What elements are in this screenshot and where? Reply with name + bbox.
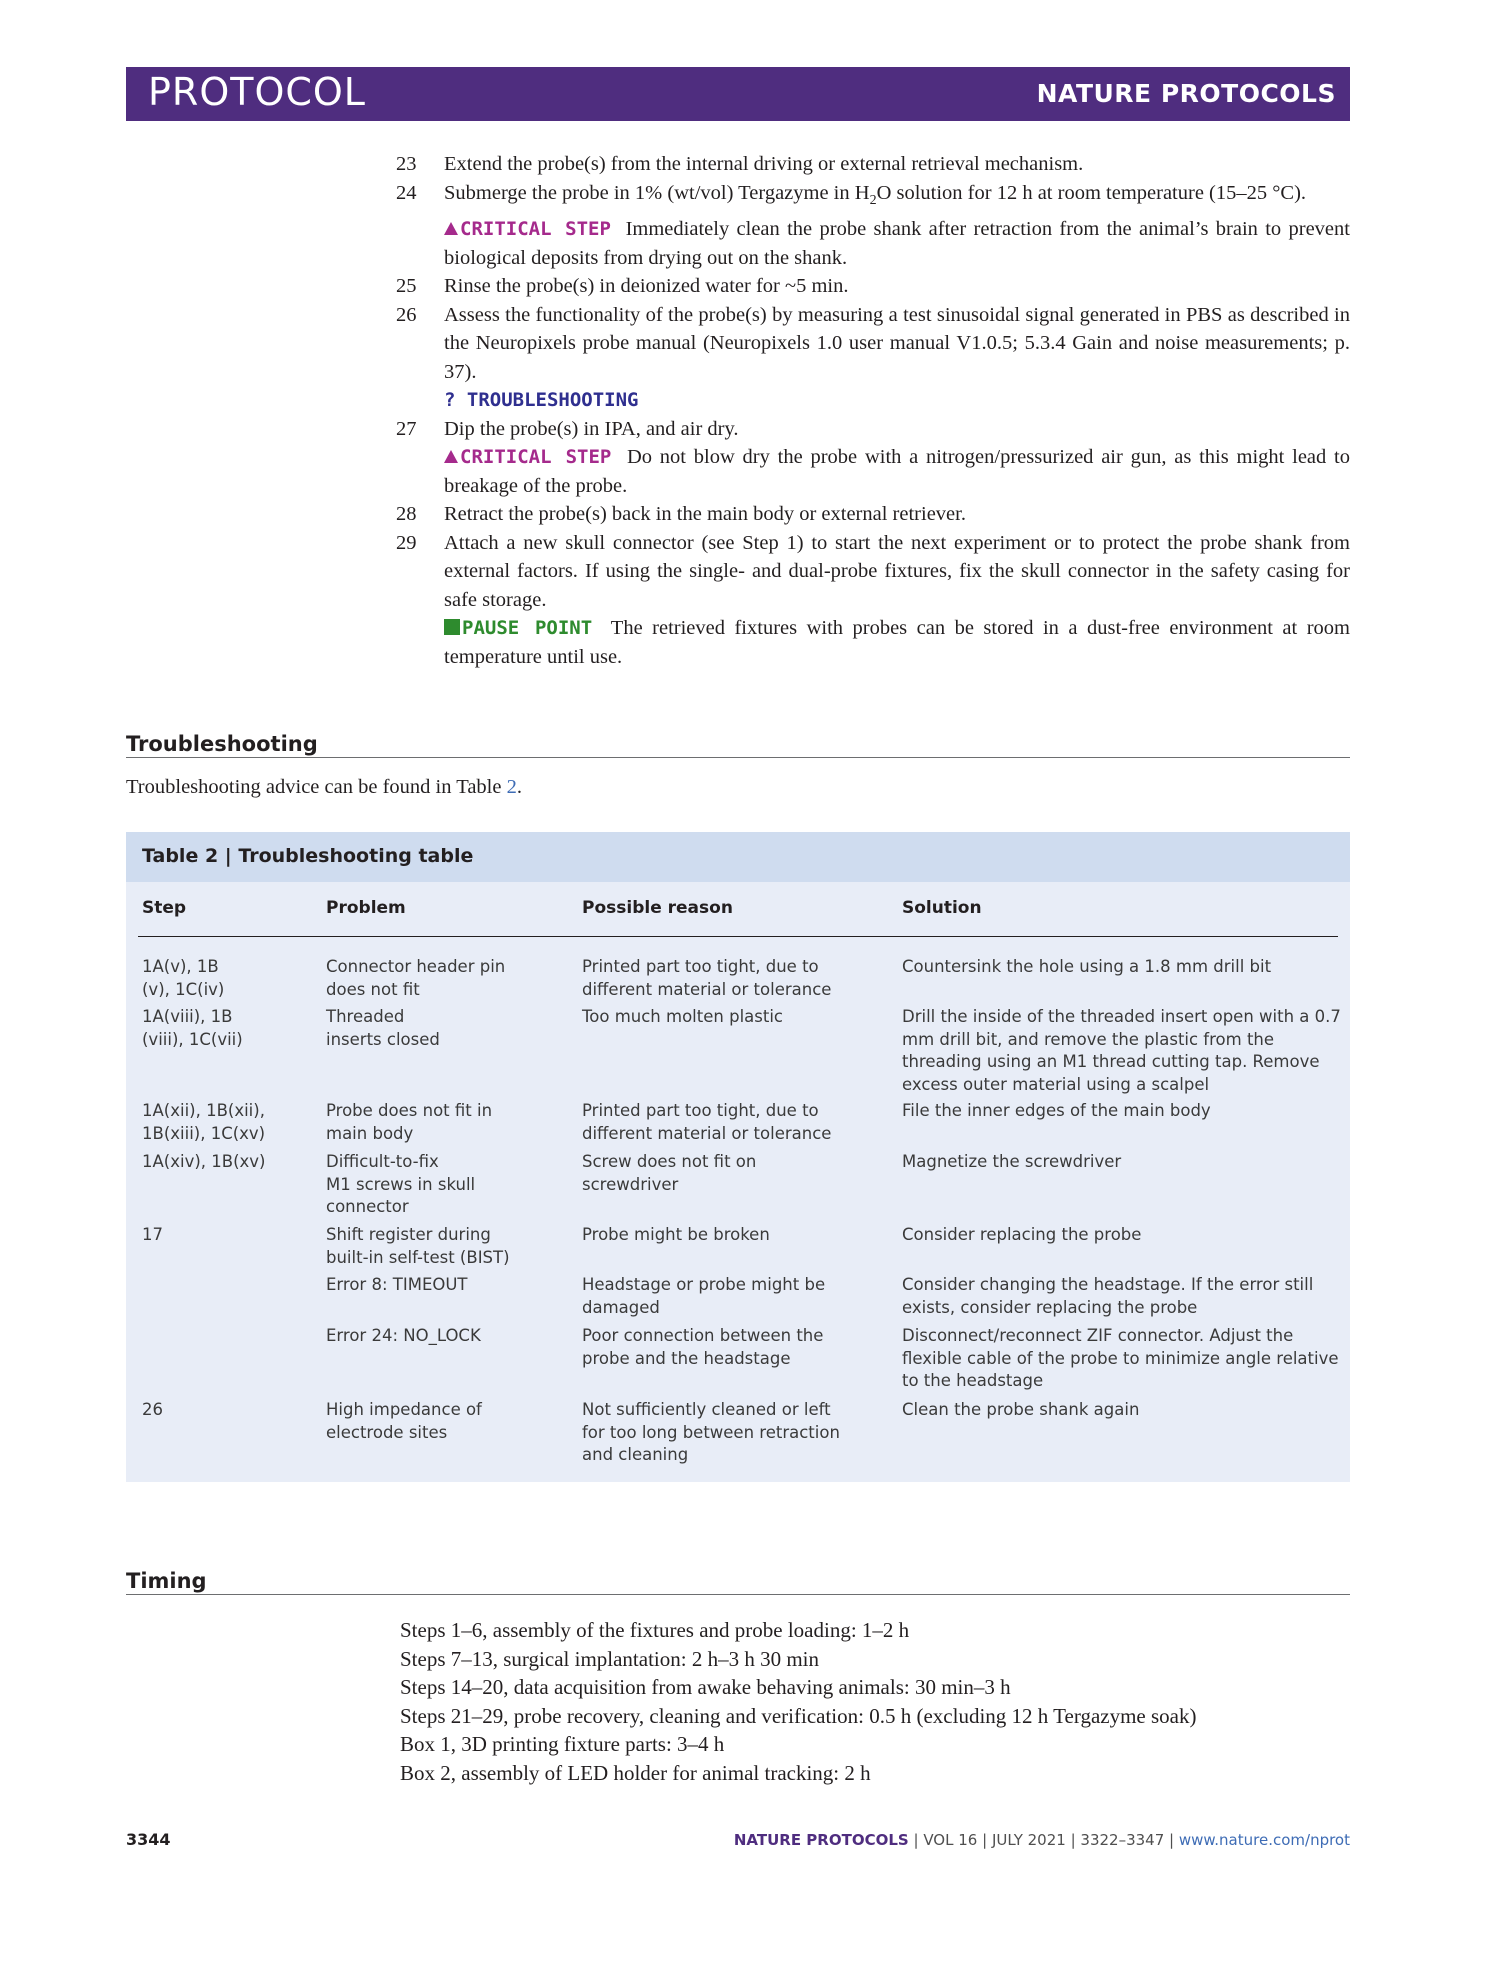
cell-line: and cleaning — [582, 1445, 689, 1464]
cell-line: Difficult-to-fix — [326, 1152, 439, 1171]
cell-reason — [582, 1399, 840, 1467]
col-header-problem: Problem — [326, 898, 406, 918]
timing-heading: Timing — [126, 1569, 1350, 1595]
cell-reason — [582, 1274, 825, 1319]
step-text — [444, 179, 1350, 216]
cell-line: Too much molten plastic — [582, 1007, 783, 1026]
page-number: 3344 — [126, 1830, 171, 1849]
cell-line: Drill the inside of the threaded insert open with a 0.7 — [902, 1007, 1341, 1026]
cell-reason — [582, 1151, 756, 1196]
timing-line: Steps 7–13, surgical implantation: 2 h–3 h 30 min — [400, 1646, 820, 1671]
col-header-reason: Possible reason — [582, 898, 733, 918]
timing-list — [400, 1616, 1196, 1787]
cell-line: 1B(xiii), 1C(xv) — [142, 1123, 266, 1143]
critical-step-text: Do not blow dry the probe with a nitrogen/pressurized air gun, as this might lead to breakage of the probe. — [444, 446, 1351, 497]
cell-line: Probe might be broken — [582, 1225, 770, 1244]
step-24 — [396, 179, 1350, 216]
timing-line: Steps 1–6, assembly of the fixtures and probe loading: 1–2 h — [400, 1618, 910, 1642]
cell-problem — [326, 1325, 481, 1348]
cell-line: does not fit — [326, 979, 420, 999]
troubleshooting-heading: Troubleshooting — [126, 732, 1350, 758]
cell-solution — [902, 1399, 1139, 1422]
critical-step-label: CRITICAL STEP — [460, 446, 612, 469]
cell-line: to the headstage — [902, 1371, 1044, 1390]
cell-line: main body — [326, 1123, 414, 1143]
cell-solution — [902, 956, 1271, 979]
cell-problem — [326, 1100, 492, 1145]
cell-line: probe and the headstage — [582, 1348, 791, 1368]
cell-line: mm drill bit, and remove the plastic from the — [902, 1029, 1275, 1049]
troubleshooting-label: ? TROUBLESHOOTING — [444, 389, 639, 412]
step-number: 24 — [396, 181, 417, 204]
col-header-solution: Solution — [902, 898, 982, 918]
cell-line: Threaded — [326, 1007, 405, 1026]
cell-problem — [326, 1224, 510, 1269]
cell-line: Not sufficiently cleaned or left — [582, 1400, 831, 1419]
cell-problem — [326, 1151, 475, 1219]
pause-point-text: The retrieved fixtures with probes can be stored in a dust-free environment at room temperature until use. — [444, 617, 1350, 668]
cell-line: (viii), 1C(vii) — [142, 1029, 243, 1049]
section-label: PROTOCOL — [148, 70, 366, 114]
cell-problem — [326, 1006, 440, 1051]
cell-line: Printed part too tight, due to — [582, 957, 819, 976]
subscript: 2 — [869, 192, 877, 208]
cell-line: 1A(v), 1B — [142, 957, 219, 976]
step-23 — [396, 150, 1350, 179]
journal-label: NATURE PROTOCOLS — [1036, 79, 1336, 108]
cell-reason — [582, 1224, 770, 1247]
troubleshooting-note — [444, 386, 1350, 415]
header-rule — [138, 936, 1338, 937]
col-header-step: Step — [142, 898, 187, 918]
cell-line: M1 screws in skull — [326, 1174, 476, 1194]
step-26 — [396, 301, 1350, 387]
cell-line: Printed part too tight, due to — [582, 1101, 819, 1120]
footer-pages: 3322–3347 — [1080, 1831, 1165, 1849]
cell-solution — [902, 1224, 1141, 1247]
cell-step — [142, 1006, 243, 1051]
cell-line: for too long between retraction — [582, 1422, 840, 1442]
cell-line: Poor connection between the — [582, 1326, 824, 1345]
cell-reason — [582, 1100, 831, 1145]
step-number: 29 — [396, 531, 417, 554]
cell-solution — [902, 1100, 1211, 1123]
critical-step-text: Immediately clean the probe shank after retraction from the animal’s brain to prevent biological deposits from drying out on the shank. — [444, 218, 1350, 269]
step-27 — [396, 415, 1350, 444]
cell-line: Error 8: TIMEOUT — [326, 1275, 468, 1294]
step-text: Extend the probe(s) from the internal driving or external retrieval mechanism. — [444, 153, 1084, 175]
cell-line: exists, consider replacing the probe — [902, 1297, 1198, 1317]
timing-line: Box 2, assembly of LED holder for animal tracking: 2 h — [400, 1760, 871, 1785]
cell-line: Consider replacing the probe — [902, 1225, 1142, 1244]
cell-reason — [582, 956, 831, 1001]
caption-text — [142, 845, 473, 867]
pause-square-icon — [444, 619, 460, 635]
step-number: 25 — [396, 275, 417, 298]
cell-line: built-in self-test (BIST) — [326, 1247, 510, 1267]
procedure-steps — [396, 150, 1350, 671]
step-29 — [396, 529, 1350, 615]
cell-line: Countersink the hole using a 1.8 mm drill bit — [902, 957, 1272, 976]
cell-line: electrode sites — [326, 1422, 448, 1442]
footer-volume: VOL 16 — [923, 1831, 978, 1849]
cell-line: flexible cable of the probe to minimize angle relative — [902, 1348, 1339, 1368]
cell-line: connector — [326, 1197, 409, 1216]
paragraph-text: . — [516, 776, 522, 798]
step-text-part: Submerge the probe in 1% (wt/vol) Tergazyme in H — [444, 181, 870, 204]
troubleshooting-paragraph — [126, 776, 522, 799]
critical-step-label: CRITICAL STEP — [460, 218, 611, 241]
footer-date: JULY 2021 — [991, 1831, 1066, 1849]
table-title: Troubleshooting table — [238, 845, 474, 867]
cell-line: 26 — [142, 1400, 163, 1419]
critical-triangle-icon — [444, 222, 458, 235]
cell-problem — [326, 1399, 482, 1444]
table-link[interactable]: 2 — [506, 776, 517, 798]
cell-step — [142, 1100, 265, 1145]
cell-line: (v), 1C(iv) — [142, 979, 225, 999]
cell-solution — [902, 1325, 1339, 1393]
caption-separator: | — [218, 845, 239, 867]
step-text-part: O solution for 12 h at room temperature (15–25 °C). — [876, 181, 1307, 204]
table-caption — [126, 832, 1350, 882]
cell-line: High impedance of — [326, 1400, 482, 1419]
step-text: Dip the probe(s) in IPA, and air dry. — [444, 417, 739, 440]
troubleshooting-table — [126, 832, 1350, 1482]
cell-line: screwdriver — [582, 1174, 679, 1194]
step-text: Retract the probe(s) back in the main body or external retriever. — [444, 503, 966, 526]
cell-line: Consider changing the headstage. If the error still — [902, 1275, 1314, 1294]
timing-line: Steps 14–20, data acquisition from awake behaving animals: 30 min–3 h — [400, 1675, 1011, 1699]
cell-line: Disconnect/reconnect ZIF connector. Adjust the — [902, 1326, 1294, 1345]
cell-line: 17 — [142, 1225, 163, 1244]
cell-step — [142, 956, 224, 1001]
table-label: Table 2 — [142, 845, 219, 867]
cell-solution — [902, 1151, 1121, 1174]
cell-line: excess outer material using a scalpel — [902, 1074, 1210, 1094]
cell-step — [142, 1151, 265, 1174]
cell-line: Shift register during — [326, 1225, 491, 1244]
cell-line: Headstage or probe might be — [582, 1275, 826, 1294]
step-number: 28 — [396, 503, 417, 526]
cell-step — [142, 1399, 163, 1422]
footer-url[interactable]: www.nature.com/nprot — [1178, 1831, 1350, 1849]
step-25 — [396, 272, 1350, 301]
step-text: Assess the functionality of the probe(s) by measuring a test sinusoidal signal generated in PBS as described in the Neuropixels probe manual (Neuropixels 1.0 user manual V1.0.5; 5.3.4 Gain and noise measurements; p. 37). — [444, 303, 1350, 383]
cell-line: Connector header pin — [326, 957, 506, 976]
footer-citation: NATURE PROTOCOLS | VOL 16 | JULY 2021 | 3322–3347 | www.nature.com/nprot — [733, 1831, 1350, 1849]
step-28 — [396, 500, 1350, 529]
cell-line: threading using an M1 thread cutting tap. Remove — [902, 1052, 1320, 1071]
cell-line: Error 24: NO_LOCK — [326, 1326, 481, 1345]
footer-journal: NATURE PROTOCOLS — [733, 1831, 909, 1849]
step-text: Attach a new skull connector (see Step 1) to start the next experiment or to protect the probe shank from external factors. If using the single- and dual-probe fixtures, fix the skull connector in the safety casing for safe storage. — [444, 531, 1350, 611]
critical-step-note — [444, 215, 1350, 272]
critical-step-note — [444, 443, 1350, 500]
cell-line: inserts closed — [326, 1029, 440, 1049]
cell-problem — [326, 1274, 468, 1297]
step-text: Rinse the probe(s) in deionized water for ~5 min. — [444, 275, 849, 298]
cell-line: 1A(viii), 1B — [142, 1007, 233, 1026]
timing-line: Steps 21–29, probe recovery, cleaning and verification: 0.5 h (excluding 12 h Tergazyme soak) — [400, 1703, 1197, 1728]
cell-line: Magnetize the screwdriver — [902, 1152, 1122, 1171]
header-bar — [126, 67, 1350, 121]
cell-line: different material or tolerance — [582, 1123, 832, 1143]
cell-line: 1A(xii), 1B(xii), — [142, 1101, 265, 1120]
timing-line: Box 1, 3D printing fixture parts: 3–4 h — [400, 1732, 725, 1756]
cell-solution — [902, 1274, 1313, 1319]
cell-problem — [326, 956, 505, 1001]
cell-solution — [902, 1006, 1341, 1096]
cell-line: Screw does not fit on — [582, 1152, 757, 1171]
step-number: 23 — [396, 153, 417, 175]
cell-line: Probe does not fit in — [326, 1101, 493, 1120]
critical-triangle-icon — [444, 450, 458, 463]
step-number: 26 — [396, 303, 417, 326]
step-number: 27 — [396, 417, 417, 440]
pause-point-note — [444, 614, 1350, 671]
paragraph-text: Troubleshooting advice can be found in Table — [126, 776, 507, 798]
pause-point-label: PAUSE POINT — [462, 617, 593, 640]
cell-line: Clean the probe shank again — [902, 1400, 1140, 1419]
cell-step — [142, 1224, 163, 1247]
cell-line: File the inner edges of the main body — [902, 1101, 1211, 1120]
cell-line: 1A(xiv), 1B(xv) — [142, 1152, 266, 1171]
cell-line: different material or tolerance — [582, 979, 832, 999]
cell-reason — [582, 1325, 823, 1370]
cell-reason — [582, 1006, 783, 1029]
cell-line: damaged — [582, 1297, 660, 1317]
